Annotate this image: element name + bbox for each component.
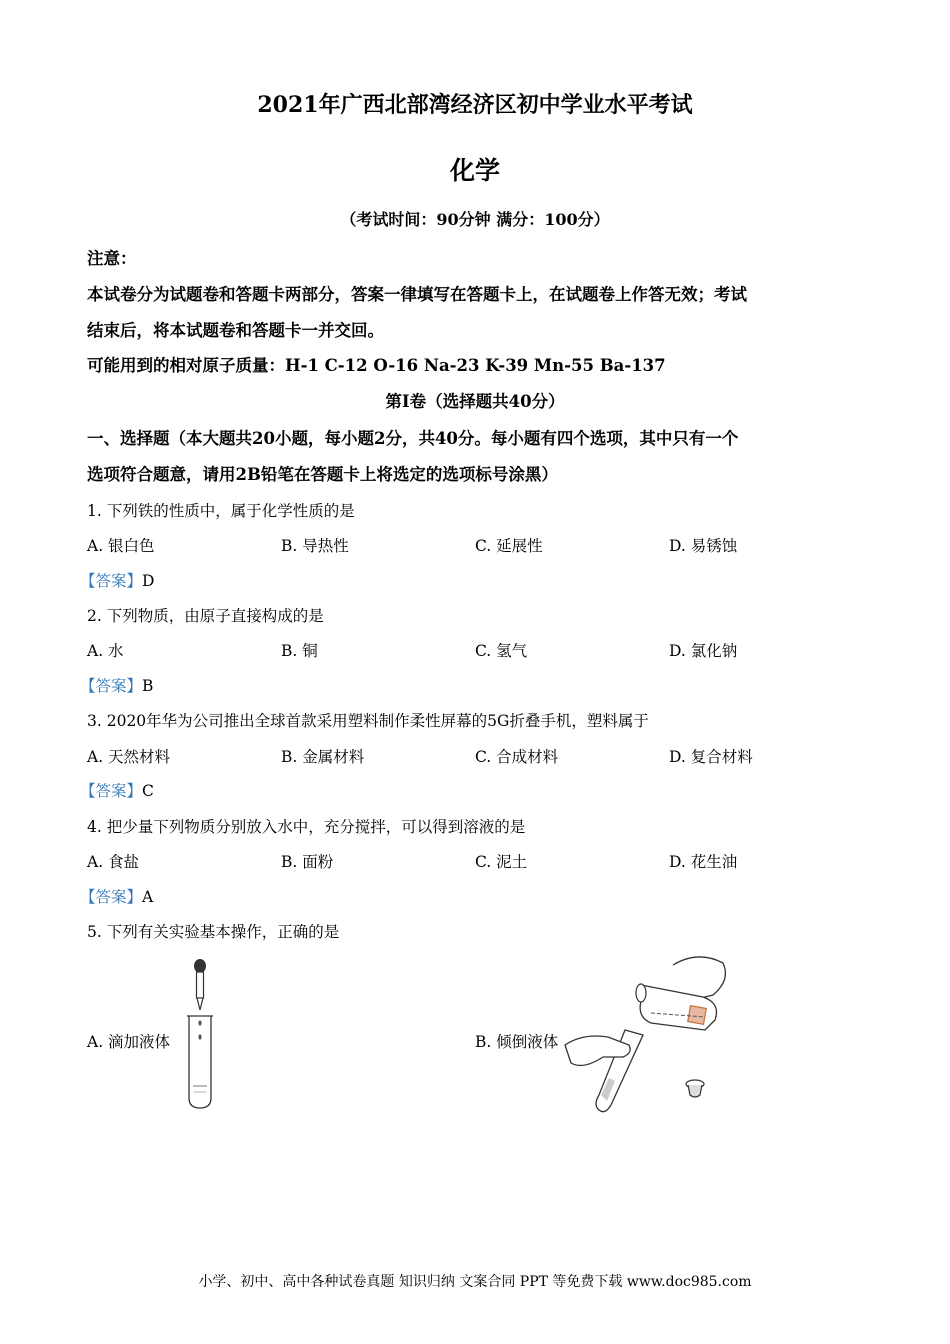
question-4-option-c: C. 泥土 — [475, 853, 528, 871]
question-3-stem: 3. 2020年华为公司推出全球首款采用塑料制作柔性屏幕的5G折叠手机，塑料属于 — [87, 712, 649, 730]
test-tube — [189, 1016, 211, 1108]
question-2-option-d: D. 氯化钠 — [669, 642, 738, 660]
question-2-option-b: B. 铜 — [281, 642, 318, 660]
question-5-stem: 5. 下列有关实验基本操作，正确的是 — [87, 923, 340, 941]
page-footer: 小学、初中、高中各种试卷真题 知识归纳 文案合同 PPT 等免费下载 www.doc985.com — [198, 1274, 752, 1290]
answer-value: C — [142, 782, 154, 800]
question-1-answer — [80, 569, 154, 591]
answer-bracket-close: 】 — [126, 888, 143, 906]
answer-value: A — [142, 888, 154, 906]
dropper-bulb — [194, 959, 206, 973]
question-5-option-b: B. 倾倒液体 — [475, 1033, 559, 1051]
question-4-option-d: D. 花生油 — [669, 853, 738, 871]
bottle-label — [688, 1006, 707, 1025]
answer-label: 答案 — [95, 572, 127, 590]
answer-bracket-close: 】 — [126, 572, 143, 590]
question-2-option-c: C. 氢气 — [475, 642, 528, 660]
answer-value: D — [142, 572, 155, 590]
question-1-option-b: B. 导热性 — [281, 537, 349, 555]
question-1-option-d: D. 易锈蚀 — [669, 537, 738, 555]
answer-bracket-open: 【 — [80, 888, 96, 906]
question-3-option-d: D. 复合材料 — [669, 748, 753, 766]
part-heading: 第Ⅰ卷（选择题共40分） — [385, 392, 565, 411]
question-3-option-b: B. 金属材料 — [281, 748, 365, 766]
question-5-option-a: A. 滴加液体 — [87, 1033, 171, 1051]
answer-bracket-close: 】 — [126, 677, 143, 695]
section-instruction-2: 选项符合题意，请用2B铅笔在答题卡上将选定的选项标号涂黑） — [87, 465, 558, 484]
notice-line-1: 本试卷分为试题卷和答题卡两部分，答案一律填写在答题卡上，在试题卷上作答无效；考试 — [87, 285, 747, 304]
section-instruction-1: 一、选择题（本大题共20小题，每小题2分，共40分。每小题有四个选项，其中只有一个 — [87, 429, 739, 448]
bottle-mouth — [636, 984, 646, 1002]
answer-bracket-open: 【 — [80, 782, 96, 800]
liquid-drop — [198, 1020, 201, 1025]
bottle-stopper-base — [688, 1085, 702, 1097]
question-1-option-c: C. 延展性 — [475, 537, 543, 555]
question-1-option-a: A. 银白色 — [87, 537, 155, 555]
answer-label: 答案 — [95, 782, 127, 800]
notice-line-2: 结束后，将本试题卷和答题卡一并交回。 — [87, 321, 384, 340]
answer-label: 答案 — [95, 677, 127, 695]
answer-bracket-close: 】 — [126, 782, 143, 800]
question-3-option-a: A. 天然材料 — [87, 748, 171, 766]
question-4-stem: 4. 把少量下列物质分别放入水中，充分搅拌，可以得到溶液的是 — [87, 818, 526, 836]
question-2-stem: 2. 下列物质，由原子直接构成的是 — [87, 607, 324, 625]
exam-meta: （考试时间：90分钟 满分：100分） — [340, 210, 610, 229]
exam-subject: 化学 — [449, 156, 500, 185]
pouring-liquid-figure — [563, 945, 733, 1120]
question-4-option-b: B. 面粉 — [281, 853, 334, 871]
notice-heading: 注意： — [87, 249, 137, 268]
answer-value: B — [142, 677, 154, 695]
answer-bracket-open: 【 — [80, 677, 96, 695]
dropper-barrel — [197, 972, 204, 998]
liquid-drop — [198, 1034, 201, 1039]
question-3-option-c: C. 合成材料 — [475, 748, 559, 766]
question-2-option-a: A. 水 — [87, 642, 124, 660]
atomic-mass-line: 可能用到的相对原子质量：H-1 C-12 O-16 Na-23 K-39 Mn-55 Ba-137 — [87, 356, 666, 375]
question-4-answer — [80, 885, 153, 907]
exam-title: 2021年广西北部湾经济区初中学业水平考试 — [257, 92, 693, 118]
question-2-answer — [80, 674, 153, 696]
answer-bracket-open: 【 — [80, 572, 96, 590]
dropper-tip — [197, 998, 203, 1010]
answer-label: 答案 — [95, 888, 127, 906]
question-4-option-a: A. 食盐 — [87, 853, 140, 871]
question-1-stem: 1. 下列铁的性质中，属于化学性质的是 — [87, 502, 355, 520]
dropper-test-tube-figure — [180, 958, 220, 1113]
question-3-answer — [80, 779, 154, 801]
